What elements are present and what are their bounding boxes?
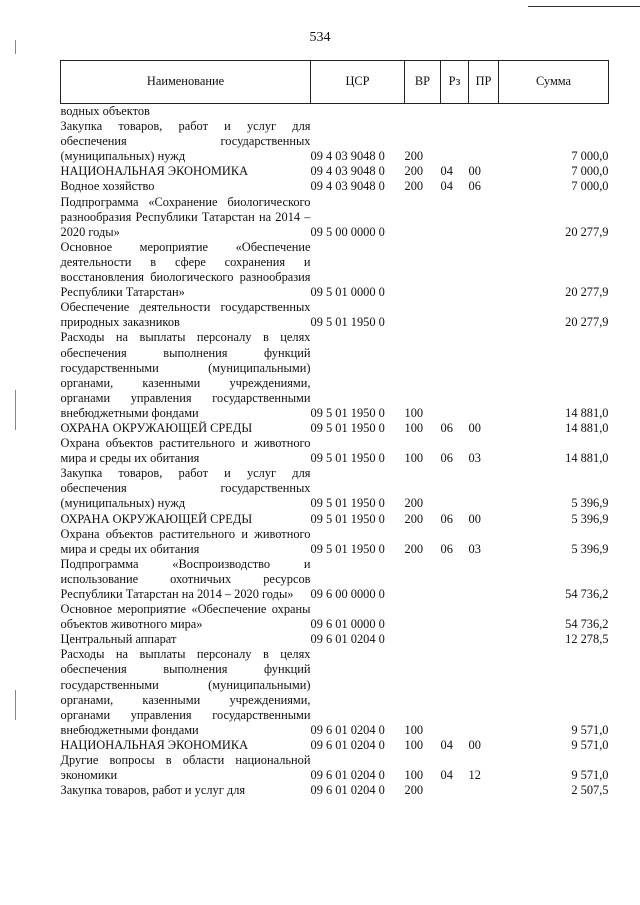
row-rz [441,195,469,240]
row-vr [405,104,441,120]
row-rz: 06 [440,511,453,526]
row-name: ОХРАНА ОКРУЖАЮЩЕЙ СРЕДЫ [60,420,253,435]
table-row [61,466,609,511]
row-sum: 7 000,0 [571,179,609,194]
row-rz: 04 [440,164,453,179]
row-name: Подпрограмма «Воспроизводство и использование охотничьих ресурсов Республики Татарстан на 2014 – 2020 годы» [60,556,311,601]
row-name: Закупка товаров, работ и услуг для [60,783,246,798]
row-vr [405,632,441,647]
table-row [61,195,609,240]
row-csr: 09 5 00 0000 0 [310,224,385,239]
row-pr [469,602,499,632]
table-row [61,421,609,436]
row-csr: 09 5 01 1950 0 [310,315,385,330]
row-pr [469,330,499,421]
row-name: Основное мероприятие «Обеспечение охраны объектов животного мира» [60,602,311,632]
row-name: Обеспечение деятельности государственных природных заказников [60,300,311,330]
row-pr [469,557,499,602]
row-rz [441,557,469,602]
row-csr: 09 4 03 9048 0 [310,164,385,179]
row-csr: 09 6 01 0204 0 [310,632,385,647]
row-rz [441,300,469,330]
row-sum: 5 396,9 [571,541,609,556]
header-name: Наименование [61,61,311,104]
row-vr: 200 [404,541,424,556]
row-vr: 200 [404,149,424,164]
row-pr [469,466,499,511]
row-rz [441,632,469,647]
edge-mark [15,390,16,430]
row-pr [469,647,499,738]
row-name: Расходы на выплаты персоналу в целях обеспечения выполнения функций государственными (муниципальными) органами, казенными учреждениями, органами управления государственными внебюджетными фондами [60,647,311,737]
row-sum: 5 396,9 [571,496,609,511]
row-rz: 04 [440,179,453,194]
row-name: Основное мероприятие «Обеспечение деятельности в сфере сохранения и восстановления биологического разнообразия Республики Татарстан» [60,239,311,300]
table-row [61,647,609,738]
row-rz [441,330,469,421]
row-name: Охрана объектов растительного и животного мира и среды их обитания [60,526,311,556]
row-name: НАЦИОНАЛЬНАЯ ЭКОНОМИКА [60,164,249,179]
row-sum: 2 507,5 [571,783,609,798]
row-name: ОХРАНА ОКРУЖАЮЩЕЙ СРЕДЫ [60,511,253,526]
row-sum: 7 000,0 [571,149,609,164]
row-csr: 09 5 01 1950 0 [310,451,385,466]
table-row [61,240,609,300]
row-sum: 9 571,0 [571,768,609,783]
table-row [61,527,609,557]
row-vr: 200 [404,179,424,194]
row-rz: 06 [440,541,453,556]
header-rz: Рз [441,61,469,104]
row-rz: 06 [440,420,453,435]
table-row [61,119,609,164]
row-pr: 00 [468,420,481,435]
row-name: Охрана объектов растительного и животного мира и среды их обитания [60,436,311,466]
row-sum [499,104,609,120]
header-csr: ЦСР [311,61,405,104]
row-vr [405,195,441,240]
row-rz [441,647,469,738]
row-rz [441,466,469,511]
row-vr: 100 [404,722,424,737]
row-rz [441,240,469,300]
row-vr [405,557,441,602]
row-csr: 09 5 01 1950 0 [310,541,385,556]
table-row [61,632,609,647]
edge-line [528,6,640,7]
row-sum: 9 571,0 [571,737,609,752]
row-rz [441,119,469,164]
row-pr [469,240,499,300]
row-vr [405,300,441,330]
row-vr: 200 [404,496,424,511]
row-sum: 12 278,5 [565,632,609,647]
row-vr: 200 [404,783,424,798]
row-pr: 00 [468,511,481,526]
row-pr: 12 [468,768,481,783]
row-vr: 100 [404,737,424,752]
table-row [61,300,609,330]
row-csr: 09 5 01 1950 0 [310,405,385,420]
row-csr: 09 5 01 0000 0 [310,285,385,300]
row-csr [311,104,405,120]
row-sum: 9 571,0 [571,722,609,737]
row-vr: 200 [404,511,424,526]
row-csr: 09 6 00 0000 0 [310,587,385,601]
row-vr: 100 [404,405,424,420]
table-row [61,104,609,120]
row-name: Водное хозяйство [60,179,155,194]
row-pr [469,195,499,240]
table-row [61,164,609,179]
table-row [61,753,609,783]
table-row [61,602,609,632]
row-csr: 09 6 01 0204 0 [310,737,385,752]
row-rz [441,783,469,798]
header-sum: Сумма [499,61,609,104]
row-vr: 100 [404,451,424,466]
row-name: Центральный аппарат [60,632,177,647]
row-rz: 06 [440,451,453,466]
header-pr: ПР [469,61,499,104]
row-pr: 03 [468,541,481,556]
row-name: Подпрограмма «Сохранение биологического разнообразия Республики Татарстан на 2014 – 2020 годы» [60,194,311,239]
edge-mark [15,690,16,720]
row-vr: 100 [404,420,424,435]
row-pr [469,300,499,330]
row-csr: 09 6 01 0204 0 [310,783,385,798]
row-name: Закупка товаров, работ и услуг для обеспечения государственных (муниципальных) нужд [60,466,311,511]
row-csr: 09 5 01 1950 0 [310,496,385,511]
row-csr: 09 5 01 1950 0 [310,511,385,526]
row-vr [405,240,441,300]
row-name: Расходы на выплаты персоналу в целях обеспечения выполнения функций государственными (муниципальными) органами, казенными учреждениями, органами управления государственными внебюджетными фондами [60,330,311,420]
row-csr: 09 5 01 1950 0 [310,420,385,435]
row-name: Закупка товаров, работ и услуг для обеспечения государственных (муниципальных) нужд [60,119,311,164]
table-row [61,179,609,194]
row-sum: 5 396,9 [571,511,609,526]
header-vr: ВР [405,61,441,104]
row-csr: 09 6 01 0204 0 [310,722,385,737]
row-rz [441,104,469,120]
row-sum: 54 736,2 [565,617,609,632]
row-csr: 09 6 01 0000 0 [310,617,385,632]
row-rz: 04 [440,737,453,752]
row-name: Другие вопросы в области национальной экономики [60,753,311,783]
row-pr: 00 [468,164,481,179]
row-rz [441,602,469,632]
row-sum: 20 277,9 [565,224,609,239]
row-vr: 100 [404,768,424,783]
table-row [61,738,609,753]
row-pr [469,632,499,647]
row-name: водных объектов [60,104,150,118]
table-header-row [61,61,609,104]
row-name: НАЦИОНАЛЬНАЯ ЭКОНОМИКА [60,737,249,752]
row-pr [469,783,499,798]
table-row [61,557,609,602]
page-number: 534 [309,30,331,45]
row-pr: 06 [468,179,481,194]
row-vr: 200 [404,164,424,179]
row-sum: 14 881,0 [565,451,609,466]
table-row [61,783,609,798]
row-sum: 20 277,9 [565,285,609,300]
row-sum: 14 881,0 [565,420,609,435]
row-pr: 03 [468,451,481,466]
table-row [61,512,609,527]
row-rz: 04 [440,768,453,783]
row-csr: 09 6 01 0204 0 [310,768,385,783]
table-row [61,330,609,421]
row-pr [469,104,499,120]
row-sum: 54 736,2 [565,587,609,601]
row-pr: 00 [468,737,481,752]
row-sum: 20 277,9 [565,315,609,330]
row-sum: 14 881,0 [565,405,609,420]
row-pr [469,119,499,164]
row-sum: 7 000,0 [571,164,609,179]
row-csr: 09 4 03 9048 0 [310,149,385,164]
budget-table [60,60,609,798]
table-row [61,436,609,466]
row-vr [405,602,441,632]
row-csr: 09 4 03 9048 0 [310,179,385,194]
